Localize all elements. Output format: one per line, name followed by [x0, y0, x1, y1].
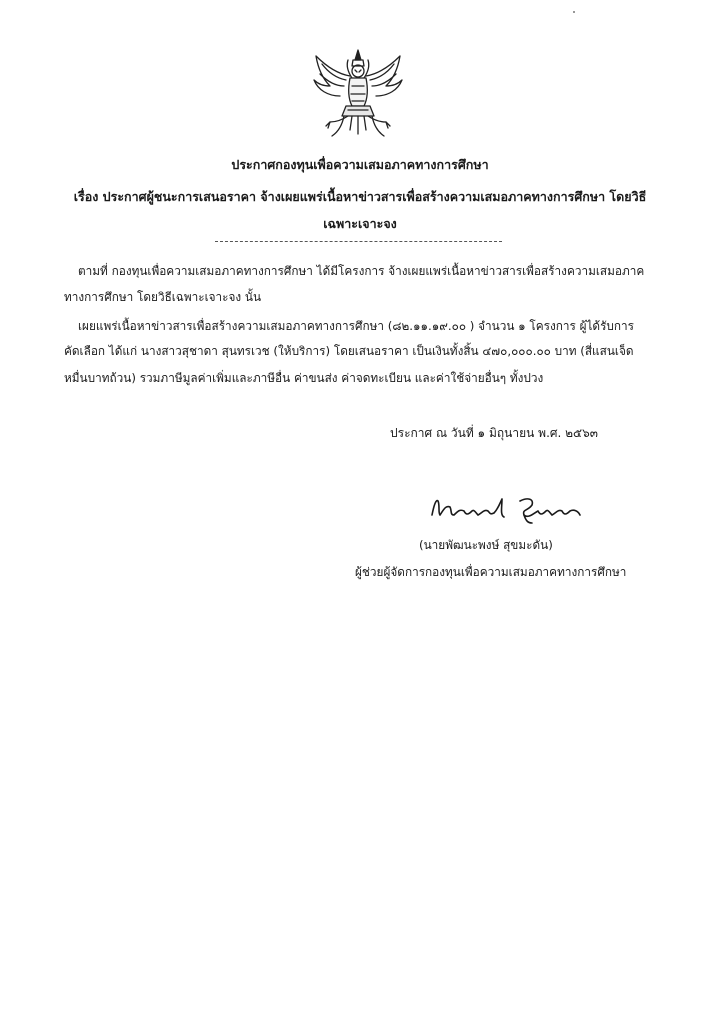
paragraph-2-line-2: คัดเลือก ได้แก่ นางสาวสุชาดา สุนทรเวช (ให้บริการ) โดยเสนอราคา เป็นเงินทั้งสิ้น ๔๗๐,๐๐๐.๐๐ บาท (สี่แสนเจ็ด [64, 344, 634, 358]
handwritten-signature [428, 487, 588, 527]
garuda-emblem-icon [308, 46, 408, 142]
paragraph-1-line-1: ตามที่ กองทุนเพื่อความเสมอภาคทางการศึกษา ได้มีโครงการ จ้างเผยแพร่เนื้อหาข่าวสารเพื่อสร้างความเสมอภาค [78, 264, 645, 278]
document-subject: เรื่อง ประกาศผู้ชนะการเสนอราคา จ้างเผยแพร่เนื้อหาข่าวสารเพื่อสร้างความเสมอภาคทางการศึกษา โดยวิธี [73, 189, 647, 204]
signatory-position: ผู้ช่วยผู้จัดการกองทุนเพื่อความเสมอภาคทางการศึกษา [355, 565, 627, 579]
paragraph-1-line-2: ทางการศึกษา โดยวิธีเฉพาะเจาะจง นั้น [64, 290, 262, 304]
paragraph-2-line-1: เผยแพร่เนื้อหาข่าวสารเพื่อสร้างความเสมอภาคทางการศึกษา (๘๒.๑๑.๑๙.๐๐ ) จำนวน ๑ โครงการ ผู้ได้รับการ [78, 319, 635, 333]
signatory-name: (นายพัฒนะพงษ์ สุขมะดัน) [419, 538, 553, 552]
document-title: ประกาศกองทุนเพื่อความเสมอภาคทางการศึกษา [231, 157, 489, 172]
document-subject-continued: เฉพาะเจาะจง [323, 216, 397, 231]
paragraph-2-line-3: หมื่นบาทถ้วน) รวมภาษีมูลค่าเพิ่มและภาษีอื่น ค่าขนส่ง ค่าจดทะเบียน และค่าใช้จ่ายอื่นๆ ทั้งปวง [64, 371, 544, 385]
title-divider [215, 241, 502, 242]
scan-speck [573, 11, 575, 13]
announcement-date: ประกาศ ณ วันที่ ๑ มิถุนายน พ.ศ. ๒๕๖๓ [390, 426, 598, 440]
